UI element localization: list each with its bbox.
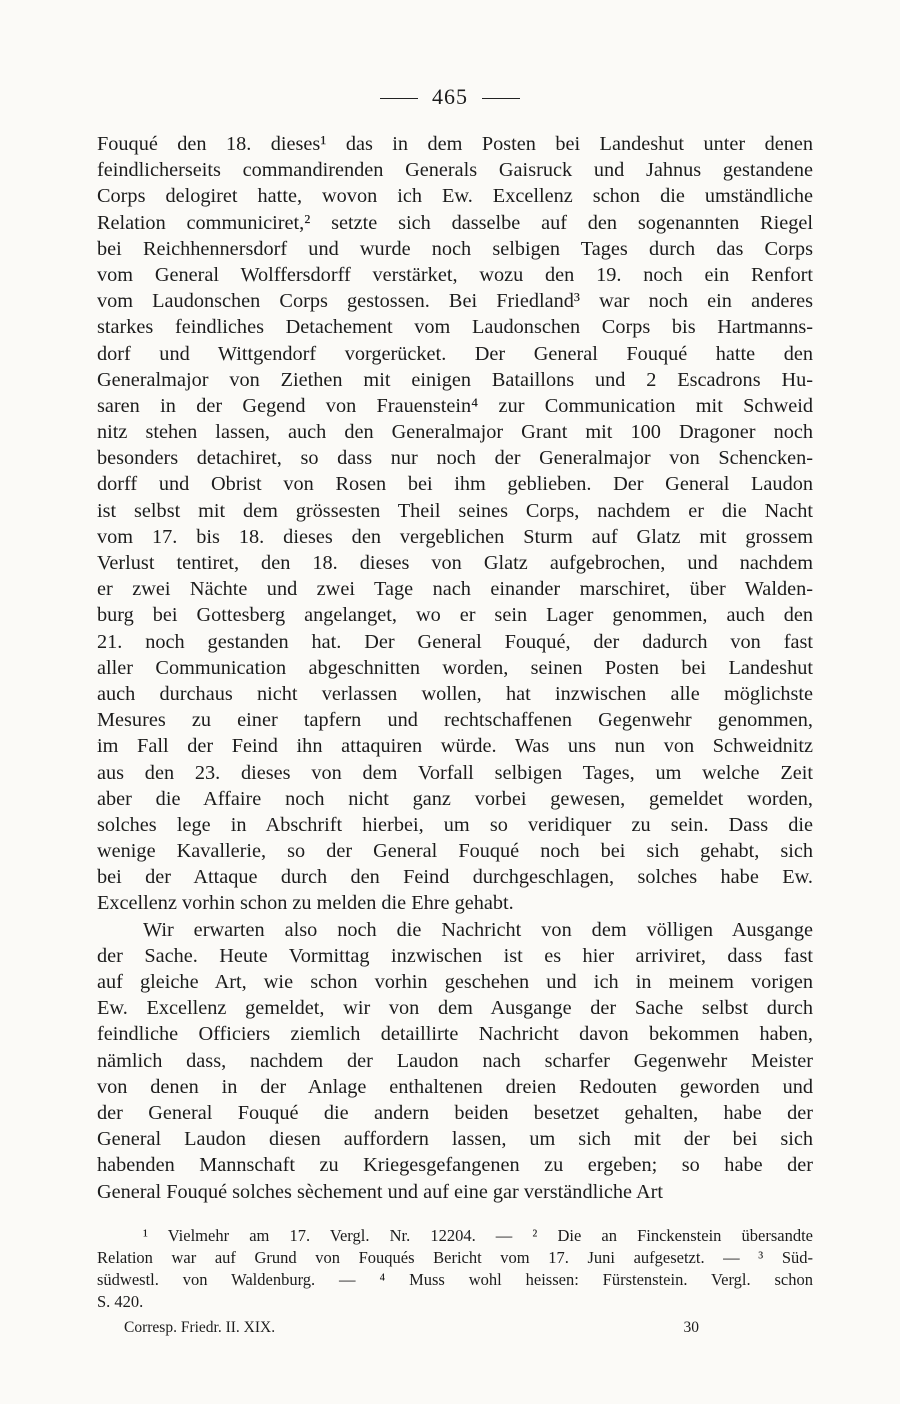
body-line: bei Reichhennersdorf und wurde noch selbigen Tages durch das Corps: [97, 237, 813, 260]
footnote-line: S. 420.: [97, 1292, 144, 1311]
body-line: der Sache. Heute Vormittag inzwischen ist es hier arriviret, dass fast: [97, 944, 813, 967]
body-line: solches lege in Abschrift hierbei, um so veridiquer zu sein. Dass die: [97, 813, 813, 836]
body-text: [97, 131, 813, 1205]
body-line: General Fouqué solches sèchement und auf eine gar verständliche Art: [97, 1180, 663, 1203]
body-line: vom General Wolffersdorff verstärket, wozu den 19. noch ein Renfort: [97, 263, 813, 286]
body-line: der General Fouqué die andern beiden besetzet gehalten, habe der: [97, 1101, 813, 1124]
body-line: wenige Kavallerie, so der General Fouqué noch bei sich gehabt, sich: [97, 840, 813, 863]
body-line: Wir erwarten also noch die Nachricht von dem völligen Ausgange: [143, 918, 813, 941]
body-line: auf gleiche Art, wie schon vorhin geschehen und ich in meinem vorigen: [97, 971, 813, 993]
header-dash-right: [482, 98, 520, 99]
body-line: aber die Affaire noch nicht ganz vorbei gewesen, gemeldet worden,: [97, 787, 813, 810]
footer-signature: Corresp. Friedr. II. XIX.: [124, 1319, 276, 1336]
body-line: feindlicherseits commandirenden Generals Gaisruck und Jahnus gestandene: [97, 159, 813, 182]
body-line: Fouqué den 18. dieses¹ das in dem Posten bei Landeshut unter denen: [97, 133, 813, 155]
body-line: vom 17. bis 18. dieses den vergeblichen Sturm auf Glatz mit grossem: [97, 525, 813, 548]
body-line: nitz stehen lassen, auch den Generalmajor Grant mit 100 Dragoner noch: [97, 421, 813, 444]
footnote-line: ¹ Vielmehr am 17. Vergl. Nr. 12204. — ² Die an Finckenstein übersandte: [143, 1226, 813, 1245]
footnote-line: Relation war auf Grund von Fouqués Bericht vom 17. Juni aufgesetzt. — ³ Süd-: [97, 1248, 813, 1267]
body-line: Verlust tentiret, den 18. dieses von Glatz aufgebrochen, und nachdem: [97, 552, 813, 574]
body-line: bei der Attaque durch den Feind durchgeschlagen, solches habe Ew.: [97, 866, 813, 889]
body-line: Relation communiciret,² setzte sich dasselbe auf den sogenannten Riegel: [97, 211, 813, 234]
body-line: Generalmajor von Ziethen mit einigen Bataillons und 2 Escadrons Hu-: [97, 368, 813, 391]
body-line: dorf und Wittgendorf vorgerücket. Der General Fouqué hatte den: [97, 342, 813, 365]
body-line: habenden Mannschaft zu Kriegesgefangenen zu ergeben; so habe der: [97, 1154, 813, 1177]
body-line: aus den 23. dieses von dem Vorfall selbigen Tages, um welche Zeit: [97, 761, 813, 784]
page-footer: [124, 1319, 699, 1337]
body-line: er zwei Nächte und zwei Tage nach einander marschiret, über Walden-: [97, 578, 813, 601]
body-line: dorff und Obrist von Rosen bei ihm geblieben. Der General Laudon: [97, 473, 813, 496]
body-line: aller Communication abgeschnitten worden, seinen Posten bei Landeshut: [97, 656, 813, 679]
body-line: Excellenz vorhin schon zu melden die Ehre gehabt.: [97, 892, 514, 915]
body-line: Ew. Excellenz gemeldet, wir von dem Ausgange der Sache selbst durch: [97, 997, 813, 1020]
body-line: burg bei Gottesberg angelanget, wo er sein Lager genommen, auch den: [97, 604, 813, 627]
footnote-line: südwestl. von Waldenburg. — ⁴ Muss wohl heissen: Fürstenstein. Vergl. schon: [97, 1270, 813, 1289]
body-line: starkes feindliches Detachement vom Laudonschen Corps bis Hartmanns-: [97, 316, 813, 339]
footer-sheet-number: 30: [683, 1319, 699, 1336]
body-line: auch durchaus nicht verlassen wollen, hat inzwischen alle möglichste: [97, 682, 813, 705]
body-line: 21. noch gestanden hat. Der General Fouqué, der dadurch von fast: [97, 630, 813, 653]
body-line: im Fall der Feind ihn attaquiren würde. Was uns nun von Schweidnitz: [97, 735, 813, 758]
body-line: nämlich dass, nachdem der Laudon nach scharfer Gegenwehr Meister: [97, 1049, 813, 1072]
body-line: feindliche Officiers ziemlich detaillirte Nachricht davon bekommen haben,: [97, 1023, 813, 1046]
page-number: 465: [432, 84, 468, 109]
header-dash-left: [380, 98, 418, 99]
body-line: saren in der Gegend von Frauenstein⁴ zur Communication mit Schweid: [97, 394, 813, 417]
body-line: von denen in der Anlage enthaltenen dreien Redouten geworden und: [97, 1075, 813, 1098]
body-line: General Laudon diesen auffordern lassen, um sich mit der bei sich: [97, 1128, 813, 1151]
body-line: Mesures zu einer tapfern und rechtschaffenen Gegenwehr genommen,: [97, 709, 813, 732]
page-header: [0, 84, 900, 110]
body-line: besonders detachiret, so dass nur noch der Generalmajor von Schencken-: [97, 447, 813, 470]
body-line: ist selbst mit dem grössesten Theil seines Corps, nachdem er die Nacht: [97, 499, 813, 522]
body-line: Corps delogiret hatte, wovon ich Ew. Excellenz schon die umständliche: [97, 185, 813, 208]
footnotes: [97, 1225, 813, 1313]
body-line: vom Laudonschen Corps gestossen. Bei Friedland³ war noch ein anderes: [97, 290, 813, 313]
